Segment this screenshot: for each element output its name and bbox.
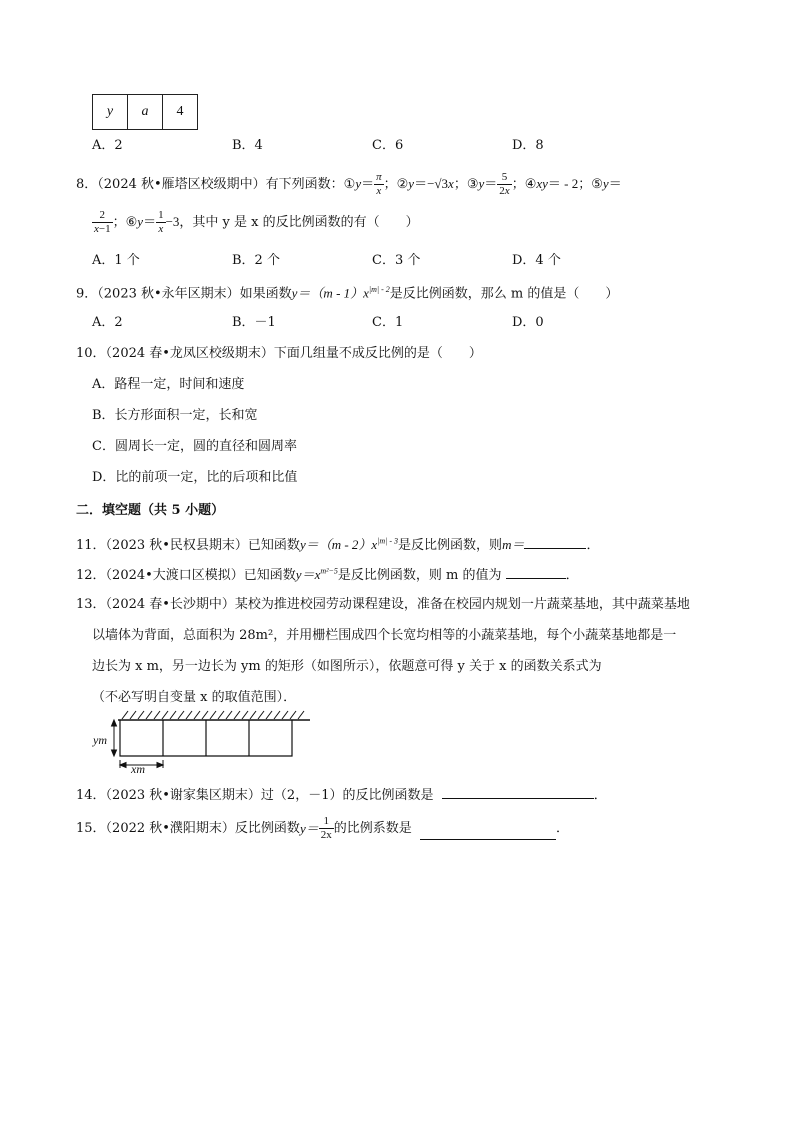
q7-choice-b[interactable]: B．4 <box>232 138 263 153</box>
q10-choice-b[interactable]: B．长方形面积一定，长和宽 <box>92 408 258 423</box>
q15-answer-blank[interactable] <box>420 827 556 840</box>
section-heading: 二．填空题（共 5 小题） <box>76 503 225 518</box>
value-table <box>92 94 198 130</box>
q10-choice-c[interactable]: C．圆周长一定，圆的直径和圆周率 <box>92 439 297 454</box>
q15-stem: 15．（2022 秋•濮阳期末）反比例函数 y＝ $\frac{1}{2x}$ 的比例系数是 ． <box>76 814 570 841</box>
q12-answer-blank[interactable] <box>506 566 566 579</box>
q7-choice-d[interactable]: D．8 <box>512 138 544 153</box>
y-dimension-arrow <box>112 720 117 756</box>
q13-line-3: 边长为 x m，另一边长为 ym 的矩形（如图所示），依题意可得 y 关于 x 的函数关系式为 <box>92 659 602 674</box>
fig-label-x: xm <box>131 762 145 776</box>
wall-hatch <box>122 711 304 719</box>
q8-choice-b[interactable]: B．2 个 <box>232 253 280 268</box>
q8-func-4: ④xy＝ - 2 <box>524 176 579 192</box>
q8-func-3: ③y＝ $\frac{5}{2x}$ <box>466 170 510 197</box>
q8-stem-line2: $\frac{2}{x-1}$ ； ⑥y＝ $\frac{1}{x}$ −3 ，其中 y 是 x 的反比例函数的有（ ） <box>94 208 419 235</box>
q8-func-6: ⑥y＝ $\frac{1}{x}$ −3 <box>125 208 180 235</box>
q14-answer-blank[interactable] <box>442 786 594 799</box>
q9-choice-b[interactable]: B．－1 <box>232 315 276 330</box>
table-cell: 4 <box>163 95 198 130</box>
q10-stem: 10．（2024 春•龙凤区校级期末）下面几组量不成反比例的是（ ） <box>76 346 482 361</box>
q9-choice-d[interactable]: D．0 <box>512 315 544 330</box>
q9-stem: 9．（2023 秋•永年区期末）如果函数$y=(m - 1)x^{|m| - 2}$是反比例函数，那么 m 的值是（ ） <box>76 285 619 302</box>
q8-func-5: ⑤y＝ <box>591 176 622 192</box>
table-cell: y <box>93 95 128 130</box>
q8-func-1: ①y＝ $\frac{\pi}{x}$ <box>343 170 382 197</box>
q8-choice-a[interactable]: A．1 个 <box>92 253 140 268</box>
table-cell: a <box>128 95 163 130</box>
q13-line-2: 以墙体为背面，总面积为 28m²，并用栅栏围成四个长宽均相等的小蔬菜基地，每个小蔬菜基地都是一 <box>92 628 677 643</box>
q8-tail: ，其中 y 是 x 的反比例函数的有（ ） <box>179 214 419 230</box>
q9-choice-a[interactable]: A．2 <box>92 315 123 330</box>
q8-stem: 8．（2024 秋•雁塔区校级期中）有下列函数： ①y＝ $\frac{\pi}{x}$ ； ②y＝−√3x ； ③y＝ $\frac{5}{2x}$ ； ④xy＝ - 2 ； ⑤y＝ <box>76 170 622 197</box>
q8-choice-d[interactable]: D．4 个 <box>512 253 561 268</box>
q8-prefix: 8．（2024 秋•雁塔区校级期中）有下列函数： <box>76 176 344 192</box>
q13-line-1: 13．（2024 春•长沙期中）某校为推进校园劳动课程建设，准备在校园内规划一片蔬菜基地，其中蔬菜基地 <box>76 597 690 612</box>
q9-choice-c[interactable]: C．1 <box>372 315 404 330</box>
garden-figure <box>92 708 314 778</box>
q8-func-2: ②y＝−√3x <box>396 176 454 192</box>
fence <box>120 720 292 756</box>
fig-label-y: ym <box>93 733 107 747</box>
q7-choice-c[interactable]: C．6 <box>372 138 404 153</box>
q8-choice-c[interactable]: C．3 个 <box>372 253 421 268</box>
q11-answer-blank[interactable] <box>524 536 586 549</box>
q10-choice-a[interactable]: A．路程一定，时间和速度 <box>92 377 245 392</box>
q7-choice-a[interactable]: A．2 <box>92 138 123 153</box>
q10-choice-d[interactable]: D．比的前项一定，比的后项和比值 <box>92 470 298 485</box>
q13-line-4: （不必写明自变量 x 的取值范围）． <box>92 690 297 705</box>
q12-stem: 12．（2024•大渡口区模拟）已知函数$y=x^{m^2-5}$是反比例函数，则 m 的值为 ． <box>76 566 579 583</box>
q11-stem: 11．（2023 秋•民权县期末）已知函数$y=(m - 2)x^{|m| - 3}$是反比例函数，则m＝ ． <box>76 536 600 553</box>
q14-stem: 14．（2023 秋•谢家集区期末）过（2，－1）的反比例函数是 ． <box>76 788 607 803</box>
